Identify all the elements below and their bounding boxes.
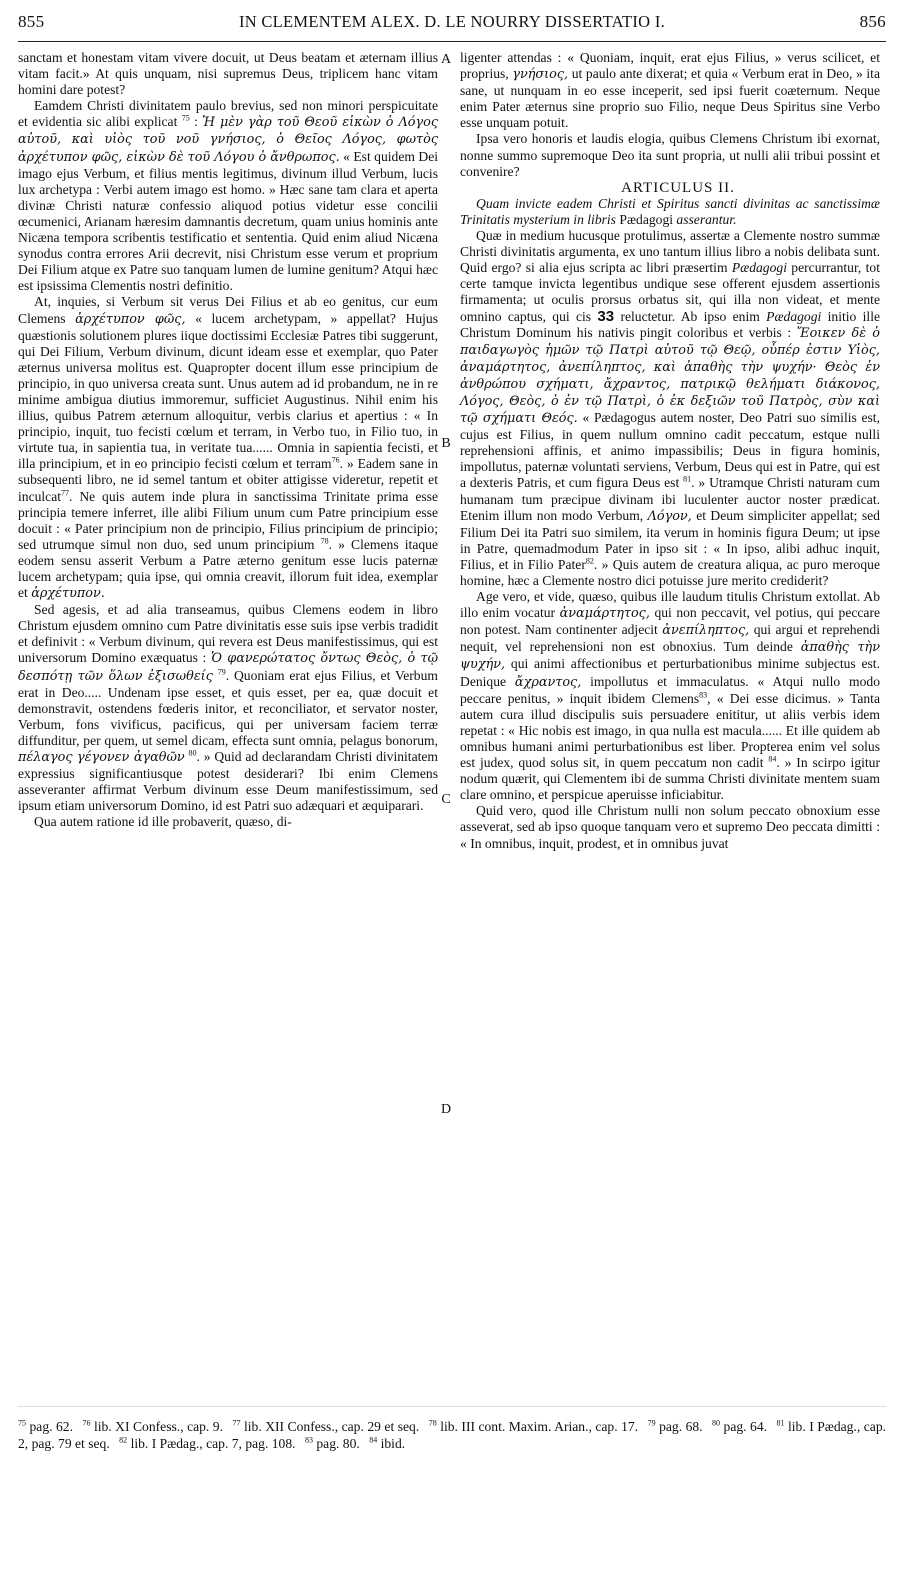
footnote-ref: 82 xyxy=(585,556,594,566)
footnotes xyxy=(18,1418,886,1452)
footnote: $^{81}$ lib. I Pædag., cap. 2, pag. 79 et seq. xyxy=(18,1418,887,1451)
paragraph: sanctam et honestam vitam vivere docuit, ut Deus beatam et æternam illius vitam facit.» At quis unquam, nisi supremus Deus, triplicem hanc vitam homini dare potest? xyxy=(18,50,438,98)
paragraph: Quid vero, quod ille Christum nulli non solum peccato obnoxium esse asseverat, sed ab ipso quoque tanquam vero et supremo Deo peccata dimitti : « In omnibus, inquit, prodest, et in omnibus juvat xyxy=(460,803,880,851)
greek-term: ἀνεπίληπτος, xyxy=(662,623,750,639)
article-heading: ARTICULUS II. xyxy=(621,179,735,196)
footnote-ref: 80 xyxy=(188,748,197,758)
greek-term: ἀπαθὴς τὴν ψυχήν, xyxy=(460,640,880,673)
greek-term: πέλαγος γέγονεν ἀγαθῶν xyxy=(18,750,185,766)
greek-term: γνήσιος, xyxy=(512,67,569,83)
footnote-divider xyxy=(18,1406,886,1407)
footnote-ref: 84 xyxy=(768,754,777,764)
footnote-ref: 78 xyxy=(320,536,329,546)
footnote: $^{82}$ lib. I Pædag., cap. 7, pag. 108. xyxy=(119,1435,296,1451)
greek-quote: Ἔοικεν δὲ ὁ παιδαγωγὸς ἡμῶν τῷ Πατρὶ αὐτοῦ τῷ Θεῷ, οὗπέρ ἐστιν Υἱὸς, ἀναμάρτητος, ἀνεπίληπτος, καὶ ἀπαθὴς τὴν ψυχήν· Θεὸς ἐν ἀνθρώπου σχήματι, ἄχραντος, πατρικῷ θελήματι διάκονος, Λόγος, Θεὸς, ὁ ἐν τῷ Πατρὶ, ὁ ἐκ δεξιῶν τοῦ Πατρὸς, σὺν καὶ τῷ σχήματι Θεός. xyxy=(460,325,880,427)
paragraph: At, inquies, si Verbum sit verus Dei Filius et ab eo genitus, cur eum Clemens ἀρχέτυπον φῶς, « lucem archetypam, » appellat? Hujus quæstionis solutionem plures iique doctissimi Ecclesiæ Patres tibi suggerunt, qui Dei Filium, Verbum divinum, dicunt ideam esse et exemplar, quo Pater æternus universa molitus est. Quapropter docent illum esse principium de principio, in quo universa creata sunt. Unus autem ad id probandum, ne in re minime ambigua diutius immoremur, sufficiet Augustinus. Nihil enim his illius, quibus Patrem æternum alloquitur, verbis clarius et apertius : « In principio, inquit, tuo fecisti cœlum et terram, in Verbo tuo, in Filio tuo, in virtute tua, in sapientia tua, in veritate tua...... Omnia in sapientia fecisti, et illa principium, et in eo principio fecisti cœlum et terram$^{76}$. » Eadem sane in subsequenti libro, ne id semel tantum et obiter attigisse videretur, repetit et inculcat$^{77}$. Ne quis autem inde plura in sanctissima Trinitate prima esse principia temere inferret, ille alibi Filium unum cum Patre principium esse docuit : « Pater principium non de principio, Filius principium de principio; sed utrumque simul non duo, sed unum principium $^{78}$. » Clemens itaque eodem sensu asserit Verbum a Patre æterno genitum esse lucis paternæ lucem archetypam; quia ipse, qui omnia creavit, illorum fuit idea, exemplar et ἀρχέτυπον. xyxy=(18,294,438,602)
margin-letter-a: A xyxy=(440,52,452,67)
footnote-ref: 75 xyxy=(181,113,190,123)
running-title: IN CLEMENTEM ALEX. D. LE NOURRY DISSERTATIO I. xyxy=(238,12,666,31)
greek-term: ἀρχέτυπον. xyxy=(31,586,105,602)
footnote: $^{83}$ pag. 80. xyxy=(304,1435,360,1451)
footnote: $^{77}$ lib. XII Confess., cap. 29 et seq. xyxy=(232,1418,420,1434)
right-column xyxy=(460,50,880,852)
paragraph: Qua autem ratione id ille probaverit, quæso, di- xyxy=(34,814,292,830)
footnote-ref: 83 xyxy=(699,690,708,700)
footnote-ref: 81 xyxy=(683,474,692,484)
footnote: $^{79}$ pag. 68. xyxy=(647,1418,703,1434)
paragraph: Age vero, et vide, quæso, quibus ille laudum titulis Christum extollat. Ab illo enim vocatur ἀναμάρτητος, qui non peccavit, vel potius, qui peccare non potest. Nam continenter adjecit ἀνεπίληπτος, qui argui et reprehendi nequit, vel reprehensioni non est obnoxius. Tum deinde ἀπαθὴς τὴν ψυχήν, qui animi affectionibus et perturbationibus minime subjectus est. Denique ἄχραντος, impollutus et immaculatus. « Atqui nullo modo peccare penitus, » inquit ibidem Clemens$^{83}$, « Dei esse dicimus. » Tanta autem cura illud discipulis suis persuadere enititur, ut aliis verbis idem repetat : « Hic nobis est imago, in qua nulla est macula...... Et ille quidem ab omnibus humani animi perturbationibus est liber. Propterea enim vel solus est judex, quod solus sit, in quem peccatum non cadit $^{84}$. » In scirpo igitur nodum quærit, qui Clementem ibi de summa Christi divinitate mentem suam clare omnino, et perspicue aperuisse inficiabitur. xyxy=(460,589,881,803)
footnote: $^{80}$ pag. 64. xyxy=(712,1418,768,1434)
running-header xyxy=(18,12,886,42)
margin-letter-c: C xyxy=(441,792,451,807)
greek-term: ἄχραντος, xyxy=(514,674,582,690)
paragraph: Quæ in medium hucusque protulimus, assertæ a Clemente nostro summæ Christi divinitatis argumenta, ex uno tantum illius libro a nobis delibata sunt. Quid ergo? si alia ejus scripta ac libri præsertim Pædagogi percurrantur, tot certe tamque invicta legentibus undique sese offerent ejusdem assertionis firmamenta; ut oculis prorsus orbatus sit, qui illa non videat, et mente omnino captus, qui cis 33 reluctetur. Ab ipso enim Pædagogi initio ille Christum Dominum his nativis pingit coloribus et verbis : Ἔοικεν δὲ ὁ παιδαγωγὸς ἡμῶν τῷ Πατρὶ αὐτοῦ τῷ Θεῷ, οὗπέρ ἐστιν Υἱὸς, ἀναμάρτητος, ἀνεπίληπτος, καὶ ἀπαθὴς τὴν ψυχήν· Θεὸς ἐν ἀνθρώπου σχήματι, ἄχραντος, πατρικῷ θελήματι διάκονος, Λόγος, Θεὸς, ὁ ἐν τῷ Πατρὶ, ὁ ἐκ δεξιῶν τοῦ Πατρὸς, σὺν καὶ τῷ σχήματι Θεός. « Pædagogus autem noster, Deo Patri suo similis est, cujus est Filius, in quem nullum omnino cadit peccatum, estque nulli reprehensioni affinis, et animo impassibilis; Deus in figura hominis, impollutus, paternæ voluntati serviens, Verbum, Deus qui est in Patre, qui est a dexteris Patris, et cum figura Deus est $^{81}$. » Utramque Christi naturam cum humanam tum præcipue divinam ibi luculenter auctor noster prædicat. Etenim illum non modo Verbum, Λόγον, et Deum simpliciter appellat; sed Filium Dei ita Patri suo similem, ita verum in hominis figura Deum; ut ipse in Patre, quemadmodum Pater in ipso sit : « In ipso, alibi adhuc inquit, Filius, et in Filio Pater$^{82}$. » Quis autem de creatura aliqua, ac puro meroque homine, hæc a Clemente nostro dici potuisse jure merito crediderit? xyxy=(460,228,881,588)
paragraph: Sed agesis, et ad alia transeamus, quibus Clemens eodem in libro Christum ejusdem omnino cum Patre divinitatis esse suis ipse verbis tradidit et definivit : « Verbum divinum, qui revera est Deus manifestissimus, qui est universorum Domino exæquatus : Ὁ φανερώτατος ὄντως Θεὸς, ὁ τῷ δεσπότῃ τῶν ὅλων ἐξισωθείς $^{79}$. Quoniam erat ejus Filius, et Verbum erat in Deo..... Undenam ipse esset, et quis esset, per ea, quæ docuit et demonstravit, ostendens fœderis initor, et reconciliator, et servator noster, Verbum, fons vivificus, pacificus, qui per universam faciem terræ diffunditur, per quem, ut semel dicam, effecta sunt omnia, pelagus bonorum, πέλαγος γέγονεν ἀγαθῶν $^{80}$. » Quid ad declarandam Christi divinitatem expressius significantiusque potest desiderari? Ibi enim Clemens asseveranter affirmat Verbum divinum esse Deum manifestissimum, sed ipsum etiam universorum Domino, id est Patri suo adæquari et æquiparari. xyxy=(18,602,439,814)
footnote: $^{78}$ lib. III cont. Maxim. Arian., cap. 17. xyxy=(428,1418,639,1434)
greek-term: Λόγον, xyxy=(647,508,692,524)
paragraph: Ipsa vero honoris et laudis elogia, quibus Clemens Christum ibi exornat, nonne summo supremoque Deo ita sunt propria, ut nulli alii tribui possint et convenire? xyxy=(460,131,880,179)
greek-quote: Ἡ μὲν γὰρ τοῦ Θεοῦ εἰκὼν ὁ Λόγος αὐτοῦ, καὶ υἱὸς τοῦ νοῦ γνήσιος, ὁ Θεῖος Λόγος, φωτὸς ἀρχέτυπον φῶς, εἰκὼν δὲ τοῦ Λόγου ὁ ἄνθρωπος. xyxy=(18,115,439,165)
left-column xyxy=(18,50,438,831)
greek-term: ἀναμάρτητος, xyxy=(559,606,650,622)
page-number-left: 855 xyxy=(18,12,45,31)
paragraph: Eamdem Christi divinitatem paulo brevius, sed non minori perspicuitate et evidentia sic alibi explicat $^{75}$ : Ἡ μὲν γὰρ τοῦ Θεοῦ εἰκὼν ὁ Λόγος αὐτοῦ, καὶ υἱὸς τοῦ νοῦ γνήσιος, ὁ Θεῖος Λόγος, φωτὸς ἀρχέτυπον φῶς, εἰκὼν δὲ τοῦ Λόγου ὁ ἄνθρωπος. « Est quidem Dei imago ejus Verbum, et filius mentis legitimus, divinum illud Verbum, lucis lux archetypa : Verbi autem imago est homo. » Hæc sane tam clara et aperta divinæ Christi naturæ confessio aliquod potius videtur esse concilii œcumenici, Arianam hæresim damnantis decretum, quam unius hominis ante Nicæna tempora scribentis testificatio et sententia. Quid enim aliud Nicæna synodus contra errores Arii decrevit, nisi Christum esse verum et proprium Dei Filium atque ex Patre suo tanquam lumen de lumine genitum? Atqui hæc est ipsissima Clementis nostri definitio. xyxy=(18,98,439,294)
article-subtitle: Quam invicte eadem Christi et Spiritus sancti divinitas ac sanctissimæ Trinitatis mysterium in libris Pædagogi asserantur. xyxy=(460,195,880,227)
footnote-ref: 79 xyxy=(217,667,226,677)
footnote-ref: 77 xyxy=(61,488,70,497)
footnote: $^{76}$ lib. XI Confess., cap. 9. xyxy=(82,1418,223,1434)
page-marker: 33 xyxy=(597,307,615,325)
footnote-ref: 76 xyxy=(331,455,340,465)
margin-letter-b: B xyxy=(441,436,451,451)
greek-term: ἀρχέτυπον φῶς, xyxy=(75,311,186,327)
page-number-right: 856 xyxy=(859,12,886,31)
footnote: $^{75}$ pag. 62. xyxy=(18,1418,73,1434)
footnote: $^{84}$ ibid. xyxy=(369,1435,406,1451)
paragraph: ligenter attendas : « Quoniam, inquit, erat ejus Filius, » verus scilicet, et proprius, γνήσιος, ut paulo ante dixerat; et quia « Verbum erat in Deo, » ita sane, ut nunquam in eo esse inceperit, sed ipsi fuerit coæternum. Neque enim Pater æternus sine proprio suo Filio, neque Deus Spiritus sine Verbo esse unquam potuit. xyxy=(460,50,880,131)
greek-quote: Ὁ φανερώτατος ὄντως Θεὸς, ὁ τῷ δεσπότῃ τῶν ὅλων ἐξισωθείς xyxy=(18,651,439,684)
margin-letter-d: D xyxy=(440,1102,452,1117)
